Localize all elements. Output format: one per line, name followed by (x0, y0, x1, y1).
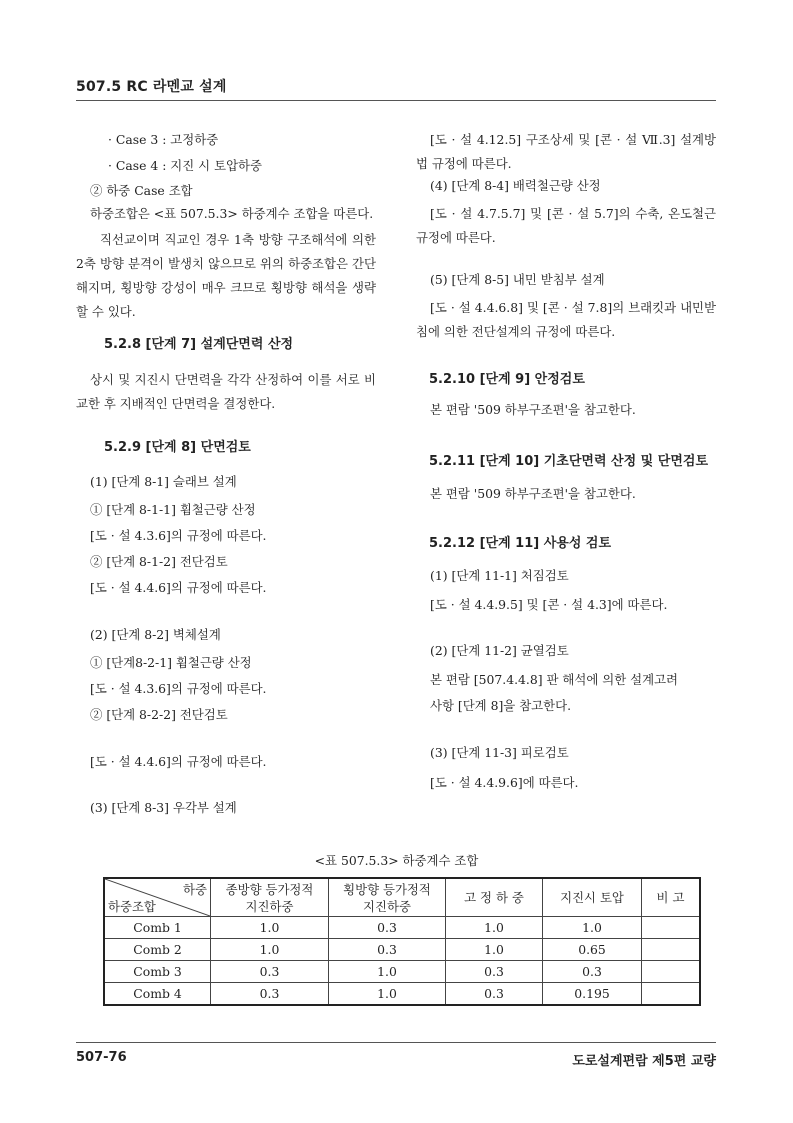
heading-5-2-11: 5.2.11 [단계 10] 기초단면력 산정 및 단면검토 (429, 454, 708, 469)
step-8-4: (4) [단계 8-4] 배력철근량 산정 (430, 178, 601, 193)
load-factor-table (103, 877, 701, 1006)
table-corner-cell (104, 878, 211, 917)
skew-paragraph: 직선교이며 직교인 경우 1축 방향 구조해석에 의한 2축 방향 분격이 발생치 않으므로 위의 하중조합은 간단해지며, 횡방향 강성이 매우 크므로 횡방향 해석을 생략할 수 있다. (76, 232, 376, 319)
step-8-5-text: [도 · 설 4.4.6.8] 및 [콘 · 설 7.8]의 브래킷과 내민받침에 의한 전단설계의 규정에 따른다. (416, 300, 716, 339)
footer-rule (76, 1042, 716, 1043)
col-dead-load-header: 고 정 하 중 (446, 878, 543, 917)
col2-line1: 횡방향 등가정적 (343, 881, 431, 897)
book-title: 도로설계편람 제5편 교량 (572, 1054, 716, 1069)
cell: 0.3 (543, 961, 642, 983)
step-11-2-text-1: 본 편람 [507.4.4.8] 판 해석에 의한 설계고려 (430, 672, 679, 687)
heading-5-2-12: 5.2.12 [단계 11] 사용성 검토 (429, 536, 612, 551)
cell: 0.3 (446, 983, 543, 1006)
col-remarks-header: 비 고 (642, 878, 701, 917)
step-11-2: (2) [단계 11-2] 균열검토 (430, 643, 569, 658)
cell: 1.0 (329, 961, 446, 983)
corner-bottom-label: 하중조합 (108, 899, 156, 914)
cell: 1.0 (211, 939, 329, 961)
col1-line1: 종방향 등가정적 (225, 881, 314, 897)
step-8-3: (3) [단계 8-3] 우각부 설계 (90, 800, 237, 815)
cell: 1.0 (329, 983, 446, 1006)
step-8-2-1-text: [도 · 설 4.3.6]의 규정에 따른다. (90, 681, 267, 696)
col2-line2: 지진하중 (363, 898, 411, 914)
corner-design-text: [도 · 설 4.12.5] 구조상세 및 [콘 · 설 Ⅶ.3] 설계방법 규정에 따른다. (416, 132, 716, 171)
header-rule (76, 100, 716, 101)
case4-item: · Case 4 : 지진 시 토압하중 (108, 158, 262, 173)
step-8-2-2: ② [단계 8-2-2] 전단검토 (90, 707, 228, 722)
cell: 0.3 (329, 939, 446, 961)
table-caption: <표 507.5.3> 하중계수 조합 (314, 853, 479, 868)
step-8-2-1: ① [단계8-2-1] 휨철근량 산정 (90, 655, 252, 670)
step-8-1-2: ② [단계 8-1-2] 전단검토 (90, 554, 228, 569)
cell: 1.0 (446, 917, 543, 939)
page-number: 507-76 (76, 1050, 127, 1065)
cell: 0.195 (543, 983, 642, 1006)
cell: 0.3 (446, 961, 543, 983)
step-8-1: (1) [단계 8-1] 슬래브 설계 (90, 474, 237, 489)
heading-5-2-10: 5.2.10 [단계 9] 안정검토 (429, 372, 585, 387)
table-row (104, 983, 700, 1006)
paragraph-5-2-10: 본 편람 '509 하부구조편'을 참고한다. (430, 402, 636, 417)
cell: 0.3 (211, 983, 329, 1006)
paragraph-5-2-11: 본 편람 '509 하부구조편'을 참고한다. (430, 486, 636, 501)
cell: 1.0 (543, 917, 642, 939)
cell (642, 983, 701, 1006)
step-11-3: (3) [단계 11-3] 피로검토 (430, 745, 569, 760)
cell: 1.0 (211, 917, 329, 939)
step-8-1-1: ① [단계 8-1-1] 휨철근량 산정 (90, 502, 256, 517)
cell: 0.3 (211, 961, 329, 983)
row-name: Comb 3 (104, 961, 211, 983)
paragraph-5-2-8: 상시 및 지진시 단면력을 각각 산정하여 이를 서로 비교한 후 지배적인 단면력을 결정한다. (76, 372, 376, 411)
table-row (104, 917, 700, 939)
case3-item: · Case 3 : 고정하중 (108, 132, 219, 147)
table-header-row (104, 878, 700, 917)
corner-top-label: 하중 (183, 882, 207, 897)
heading-5-2-8: 5.2.8 [단계 7] 설계단면력 산정 (104, 337, 294, 352)
step-11-1: (1) [단계 11-1] 처짐검토 (430, 568, 569, 583)
cell (642, 917, 701, 939)
combo-text: 하중조합은 <표 507.5.3> 하중계수 조합을 따른다. (90, 206, 374, 221)
table-row (104, 961, 700, 983)
step-11-2-text-2: 사항 [단계 8]을 참고한다. (430, 698, 572, 713)
col-transverse-header (329, 878, 446, 917)
step-8-2: (2) [단계 8-2] 벽체설계 (90, 627, 221, 642)
col-seismic-earth-header: 지진시 토압 (543, 878, 642, 917)
col1-line2: 지진하중 (245, 898, 294, 914)
combo-title: ② 하중 Case 조합 (90, 183, 193, 198)
cell: 1.0 (446, 939, 543, 961)
step-11-1-text: [도 · 설 4.4.9.5] 및 [콘 · 설 4.3]에 따른다. (430, 597, 668, 612)
heading-5-2-9: 5.2.9 [단계 8] 단면검토 (104, 440, 251, 455)
row-name: Comb 1 (104, 917, 211, 939)
cell: 0.65 (543, 939, 642, 961)
row-name: Comb 2 (104, 939, 211, 961)
cell: 0.3 (329, 917, 446, 939)
table-row (104, 939, 700, 961)
cell (642, 961, 701, 983)
running-header: 507.5 RC 라멘교 설계 (76, 79, 227, 95)
row-name: Comb 4 (104, 983, 211, 1006)
step-8-1-2-text: [도 · 설 4.4.6]의 규정에 따른다. (90, 580, 267, 595)
step-8-5: (5) [단계 8-5] 내민 받침부 설계 (430, 272, 605, 287)
cell (642, 939, 701, 961)
step-11-3-text: [도 · 설 4.4.9.6]에 따른다. (430, 775, 579, 790)
step-8-4-text: [도 · 설 4.7.5.7] 및 [콘 · 설 5.7]의 수축, 온도철근 규정에 따른다. (416, 206, 716, 245)
step-8-1-1-text: [도 · 설 4.3.6]의 규정에 따른다. (90, 528, 267, 543)
step-8-2-2-text: [도 · 설 4.4.6]의 규정에 따른다. (90, 754, 267, 769)
col-longitudinal-header (211, 878, 329, 917)
